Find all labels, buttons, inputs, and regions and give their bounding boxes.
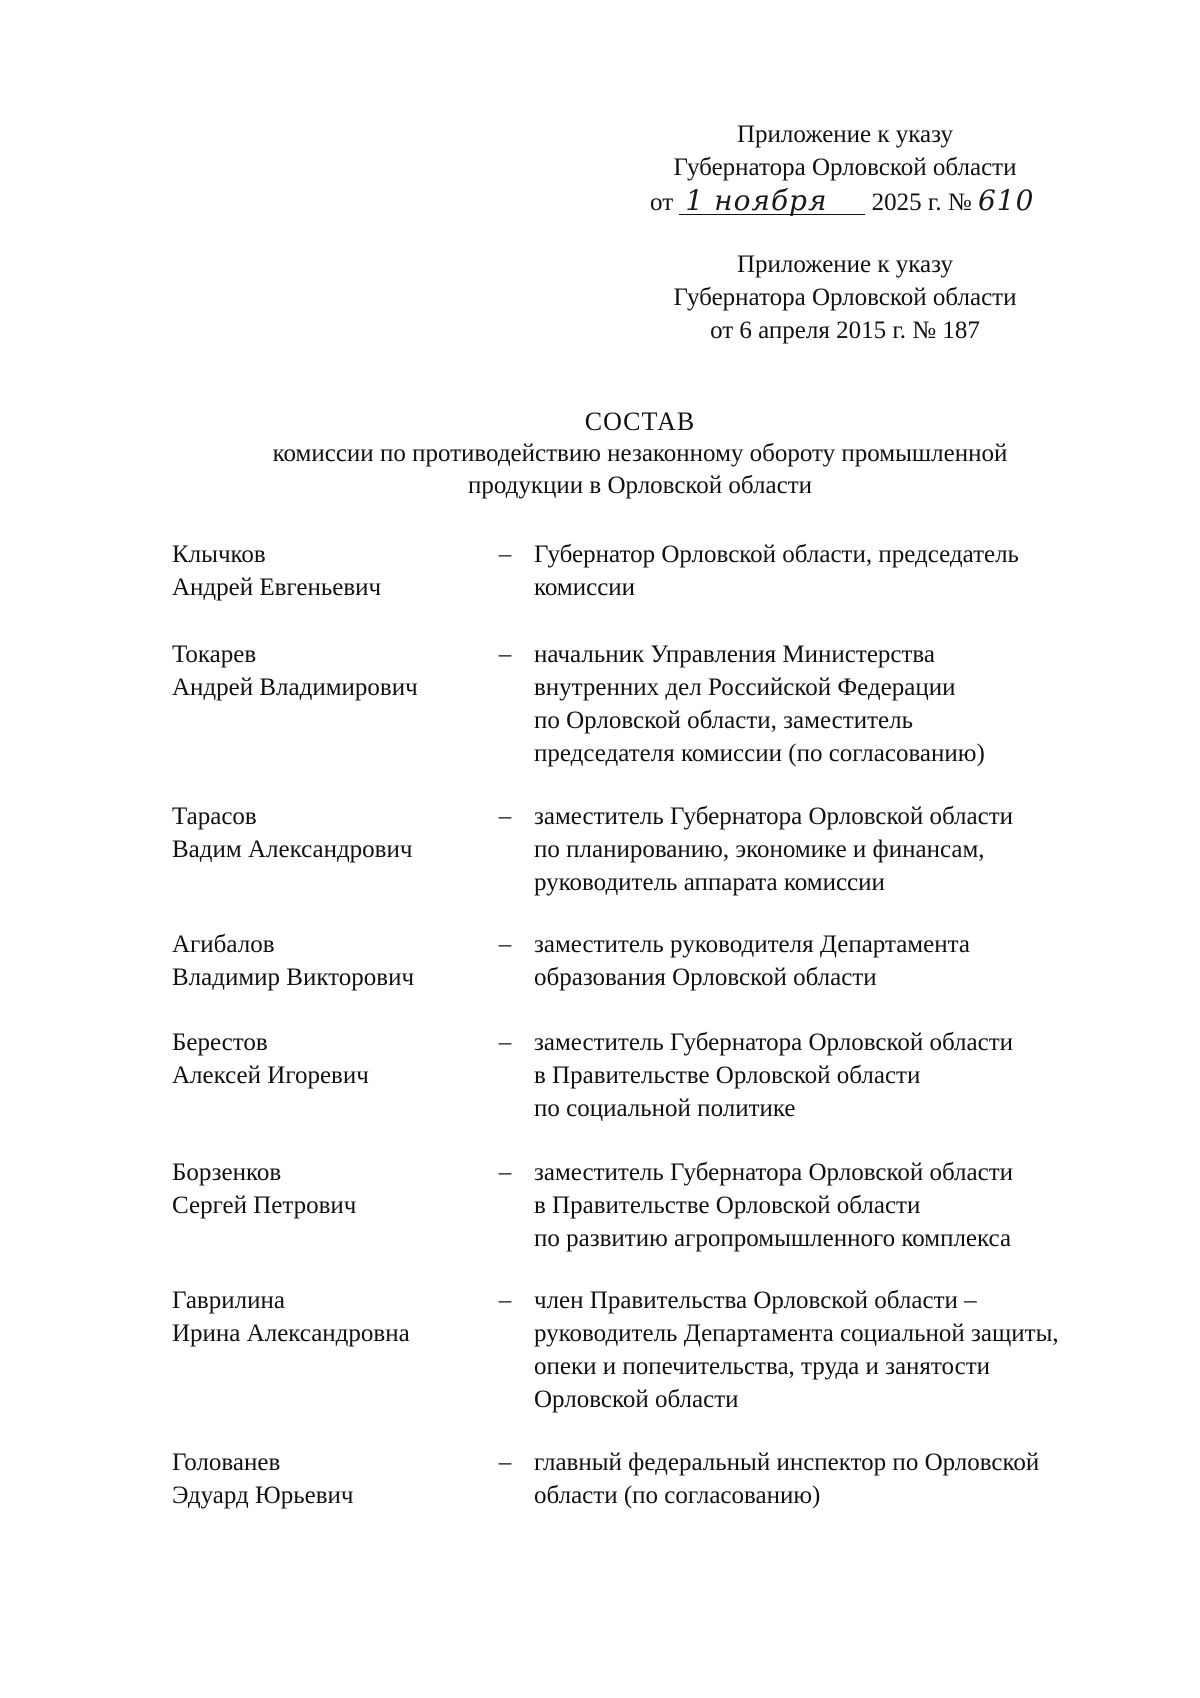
member-name <box>172 800 472 866</box>
appendix-header-current <box>610 118 1080 219</box>
member-role <box>534 538 1124 604</box>
role-line: комиссии <box>534 574 636 601</box>
title-main: СОСТАВ <box>584 407 696 436</box>
member-name <box>172 1156 472 1222</box>
member-given-names: Владимир Викторович <box>172 964 415 991</box>
appendix-line: Губернатора Орловской области <box>673 154 1017 181</box>
member-name <box>172 1446 472 1512</box>
role-line: заместитель Губернатора Орловской области <box>534 1029 1014 1056</box>
member-row <box>172 800 1132 928</box>
appendix-line: Губернатора Орловской области <box>673 284 1017 311</box>
member-dash: – <box>498 541 512 568</box>
role-line: по Орловской области, заместитель <box>534 707 913 734</box>
member-surname: Гаврилина <box>172 1287 285 1314</box>
member-given-names: Андрей Владимирович <box>172 674 418 701</box>
member-role <box>534 1446 1124 1512</box>
member-row <box>172 1156 1132 1284</box>
role-line: главный федеральный инспектор по Орловской <box>534 1449 1040 1476</box>
member-dash: – <box>498 1159 512 1186</box>
member-given-names: Андрей Евгеньевич <box>172 574 382 601</box>
role-line: внутренних дел Российской Федерации <box>534 674 956 701</box>
role-line: в Правительстве Орловской области <box>534 1192 921 1219</box>
member-given-names: Ирина Александровна <box>172 1320 410 1347</box>
member-given-names: Алексей Игоревич <box>172 1062 369 1089</box>
title-subtitle-line: комиссии по противодействию незаконному обороту промышленной <box>272 440 1008 467</box>
role-line: начальник Управления Министерства <box>534 641 936 668</box>
member-name <box>172 638 472 704</box>
handwritten-number: 610 <box>977 184 1035 217</box>
role-line: руководитель Департамента социальной защиты, <box>534 1320 1059 1347</box>
member-name <box>172 1284 472 1350</box>
member-name <box>172 1026 472 1092</box>
member-role <box>534 1026 1124 1125</box>
member-name <box>172 538 472 604</box>
member-role <box>534 638 1124 770</box>
year-number-label: 2025 г. № <box>871 189 972 216</box>
role-line: опеки и попечительства, труда и занятости <box>534 1353 991 1380</box>
role-line: Орловской области <box>534 1386 739 1413</box>
role-line: по планированию, экономике и финансам, <box>534 836 985 863</box>
appendix-line: Приложение к указу <box>736 251 954 278</box>
commission-roster <box>172 538 1132 1526</box>
role-line: заместитель руководителя Департамента <box>534 931 970 958</box>
member-surname: Борзенков <box>172 1159 282 1186</box>
role-line: заместитель Губернатора Орловской области <box>534 1159 1014 1186</box>
member-dash: – <box>498 1449 512 1476</box>
member-dash: – <box>498 931 512 958</box>
role-line: по развитию агропромышленного комплекса <box>534 1225 1012 1252</box>
member-row <box>172 1284 1132 1446</box>
role-line: председателя комиссии (по согласованию) <box>534 740 985 767</box>
member-dash: – <box>498 1029 512 1056</box>
role-line: руководитель аппарата комиссии <box>534 869 885 896</box>
role-line: в Правительстве Орловской области <box>534 1062 921 1089</box>
member-surname: Клычков <box>172 541 266 568</box>
handwritten-date: 1 ноября <box>679 188 865 215</box>
member-dash: – <box>498 1287 512 1314</box>
member-row <box>172 1026 1132 1156</box>
document-title <box>160 406 1120 502</box>
member-surname: Тарасов <box>172 803 257 830</box>
date-prefix: от <box>650 189 674 216</box>
member-role <box>534 1284 1124 1416</box>
role-line: Губернатор Орловской области, председатель <box>534 541 1019 568</box>
role-line: области (по согласованию) <box>534 1482 821 1509</box>
member-row <box>172 928 1132 1026</box>
appendix-line: от 6 апреля 2015 г. № 187 <box>710 317 980 344</box>
member-surname: Голованев <box>172 1449 281 1476</box>
member-given-names: Вадим Александрович <box>172 836 413 863</box>
title-subtitle-line: продукции в Орловской области <box>468 472 812 499</box>
role-line: по социальной политике <box>534 1095 796 1122</box>
role-line: член Правительства Орловской области – <box>534 1287 977 1314</box>
member-row <box>172 638 1132 800</box>
member-surname: Агибалов <box>172 931 275 958</box>
role-line: заместитель Губернатора Орловской области <box>534 803 1014 830</box>
member-name <box>172 928 472 994</box>
member-dash: – <box>498 803 512 830</box>
member-row <box>172 538 1132 638</box>
member-dash: – <box>498 641 512 668</box>
member-surname: Токарев <box>172 641 257 668</box>
appendix-date-line <box>650 184 1040 219</box>
member-role <box>534 928 1124 994</box>
member-row <box>172 1446 1132 1526</box>
member-surname: Берестов <box>172 1029 268 1056</box>
appendix-line: Приложение к указу <box>736 121 954 148</box>
member-given-names: Сергей Петрович <box>172 1192 357 1219</box>
member-given-names: Эдуард Юрьевич <box>172 1482 354 1509</box>
member-role <box>534 800 1124 899</box>
role-line: образования Орловской области <box>534 964 877 991</box>
member-role <box>534 1156 1124 1255</box>
appendix-header-original <box>610 248 1080 347</box>
